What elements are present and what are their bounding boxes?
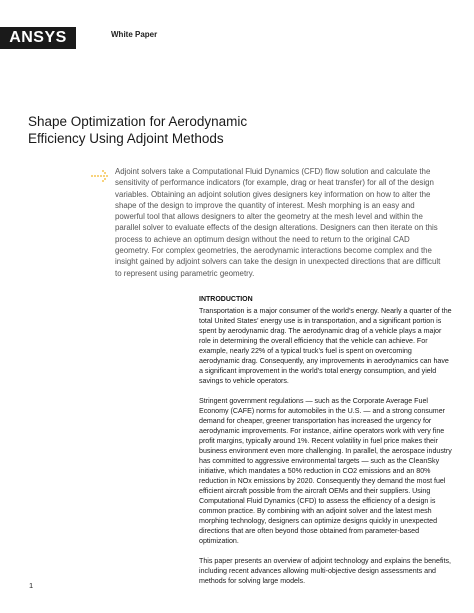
ansys-logo bbox=[0, 27, 76, 49]
title-line-1: Shape Optimization for Aerodynamic bbox=[28, 114, 248, 129]
body-paragraph: Stringent government regulations — such as the Corporate Average Fuel Economy (CAFE) norms for automobiles in the U.S. — and a strong consumer demand for cheaper, greener transportation has increased the urgency for aerodynamic improvements. For instance, airline operators work with very fine profit margins, typically around 1%. Recent volatility in fuel price makes their business environment even more challenging. In parallel, the aerospace industry has committed to aggressive environmental targets — such as the CleanSky initiative, which mandates a 50% reduction in CO2 emissions and an 80% reduction in NOx emissions by 2020. Consequently they demand the most fuel efficient aircraft possible from the aircraft OEMs and their suppliers. Using Computational Fluid Dynamics (CFD) to assess the efficiency of a design is common practice. By combining with an adjoint solver and the latest mesh morphing technology, designers can optimize designs quickly in unexpected directions that are often beyond those obtained from parameter-based optimization. bbox=[199, 397, 452, 545]
abstract-text: Adjoint solvers take a Computational Fluid Dynamics (CFD) flow solution and calculate the sensitivity of performance indicators (for example, drag or heat transfer) for all of the design variables. Obtaining an adjoint solution gives designers key information on how to alter the shape of the design to improve the quantity of interest. Mesh morphing is an easy and powerful tool that allows designers to alter the geometry at the mesh level and within the parallel solver to evaluate effects of the design alterations. Designers can then iterate on this process to achieve an optimum design without the need to return to the original CAD geometry. For complex geometries, the aerodynamic interactions become complex and the insight gained by adjoint solvers can take the design in unexpected directions that are difficult to represent using parametric geometry. bbox=[115, 167, 441, 278]
body-paragraph: Transportation is a major consumer of the world’s energy. Nearly a quarter of the total United States’ energy use is in transportation, and a significant portion is spent by aerodynamic drag. The aerodynamic drag of a vehicle plays a major role in determining the overall efficiency that the vehicle can achieve. For example, nearly 22% of a typical truck’s fuel is spent on overcoming aerodynamic drag. Consequently, any improvements in aerodynamics can have a significant improvement in the world’s total energy consumption, and yield savings to vehicle operators. bbox=[199, 307, 452, 385]
document-type-label: White Paper bbox=[111, 30, 158, 39]
title-line-2: Efficiency Using Adjoint Methods bbox=[28, 131, 224, 146]
dotted-arrow-icon bbox=[90, 170, 112, 182]
page-title bbox=[28, 113, 288, 147]
body-paragraph: This paper presents an overview of adjoint technology and explains the benefits, including recent advances allowing multi-objective design assessments and methods for solving large models. bbox=[199, 557, 451, 585]
logo-text: ANSYS bbox=[9, 29, 67, 46]
section-heading: INTRODUCTION bbox=[199, 296, 253, 303]
page-number: 1 bbox=[29, 581, 34, 590]
introduction-section bbox=[199, 295, 454, 596]
